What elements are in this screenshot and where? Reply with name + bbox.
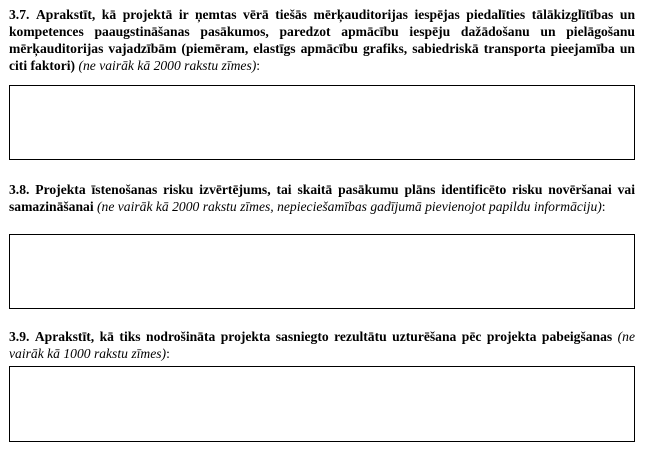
section-3-7 <box>9 6 635 74</box>
question-3-9 <box>9 328 635 362</box>
character-limit-note: (ne vairāk kā 2000 rakstu zīmes) <box>78 58 257 73</box>
section-3-9 <box>9 328 635 362</box>
question-text: Aprakstīt, kā tiks nodrošināta projekta sasniegto rezultātu uzturēšana pēc projekta pabeigšanas <box>34 329 613 344</box>
character-limit-note: (ne vairāk kā 2000 rakstu zīmes, nepieciešamības gadījumā pievienojot papildu informāciju) <box>97 199 602 214</box>
section-number: 3.8. <box>9 182 30 197</box>
question-suffix: : <box>601 199 606 214</box>
section-number: 3.7. <box>9 7 30 22</box>
question-text: Aprakstīt, kā projektā ir ņemtas vērā tiešās mērķauditorijas iespējas piedalīties tālākizglītības un kompetences paaugstināšanas pasākumos, paredzot apmācību iespēju dažādošanu un pielāgošanu mērķauditorijas vajadzībām (piemēram, elastīgs apmācību grafiks, sabiedriskā transporta pieejamība un citi faktori) <box>9 7 636 73</box>
question-suffix: : <box>256 58 261 73</box>
character-limit-note: (ne vairāk kā 1000 rakstu zīmes) <box>9 329 636 361</box>
question-3-7 <box>9 6 635 74</box>
question-suffix: : <box>166 346 170 361</box>
answer-box-3-9[interactable] <box>9 366 635 442</box>
answer-box-3-7[interactable] <box>9 85 635 160</box>
section-number: 3.9. <box>9 329 30 344</box>
question-3-8 <box>9 181 635 215</box>
question-text: Projekta īstenošanas risku izvērtējums, tai skaitā pasākumu plāns identificēto risku novēršanai vai samazināšanai <box>9 182 635 214</box>
answer-box-3-8[interactable] <box>9 234 635 309</box>
section-3-8 <box>9 181 635 215</box>
